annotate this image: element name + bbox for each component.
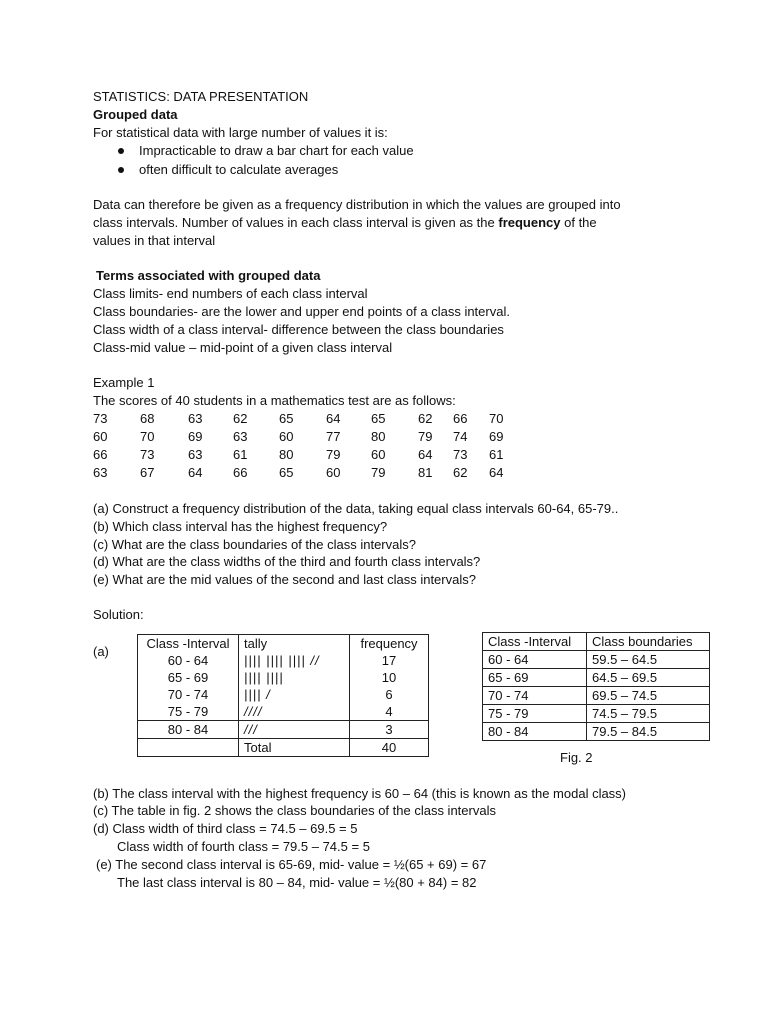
score-value: 63: [188, 411, 203, 426]
score-value: 80: [279, 447, 294, 462]
page-title: STATISTICS: DATA PRESENTATION: [93, 89, 309, 104]
table-row: [483, 669, 710, 687]
interval-cell: 80 - 84: [138, 721, 239, 739]
table-row: [138, 669, 429, 686]
interval-cell: 75 - 79: [138, 703, 239, 721]
example-label: Example 1: [93, 375, 155, 390]
frequency-cell: 3: [350, 721, 429, 739]
score-value: 64: [326, 411, 341, 426]
score-value: 66: [93, 447, 108, 462]
score-value: 74: [453, 429, 468, 444]
score-row: [93, 410, 533, 428]
paragraph-line: values in that interval: [93, 233, 216, 248]
paragraph-line: Data can therefore be given as a frequency distribution in which the values are grouped into: [93, 197, 621, 212]
interval-cell: 70 - 74: [483, 687, 587, 705]
header-cell: Class -Interval: [138, 635, 239, 653]
tally-cell: |||| /: [239, 686, 350, 703]
answer-line: Class width of fourth class = 79.5 – 74.5 = 5: [117, 839, 370, 854]
interval-cell: 80 - 84: [483, 723, 587, 741]
score-value: 62: [453, 465, 468, 480]
part-a-label: (a): [93, 644, 109, 659]
score-value: 65: [371, 411, 386, 426]
table-row: [483, 705, 710, 723]
score-value: 77: [326, 429, 341, 444]
table-row: [483, 687, 710, 705]
figure-caption: Fig. 2: [560, 750, 593, 765]
interval-cell: 75 - 79: [483, 705, 587, 723]
interval-cell: 65 - 69: [138, 669, 239, 686]
score-value: 73: [140, 447, 155, 462]
table-total-row: [138, 739, 429, 757]
term-item: Class width of a class interval- difference between the class boundaries: [93, 322, 504, 337]
score-value: 66: [453, 411, 468, 426]
score-value: 79: [326, 447, 341, 462]
boundary-cell: 79.5 – 84.5: [587, 723, 710, 741]
solution-label: Solution:: [93, 607, 144, 622]
score-value: 70: [489, 411, 504, 426]
score-value: 61: [233, 447, 248, 462]
emphasis-text: frequency: [498, 215, 561, 230]
interval-cell: 70 - 74: [138, 686, 239, 703]
answer-line: (c) The table in fig. 2 shows the class boundaries of the class intervals: [93, 803, 496, 818]
boundary-cell: 69.5 – 74.5: [587, 687, 710, 705]
total-value: 40: [350, 739, 429, 757]
frequency-cell: 4: [350, 703, 429, 721]
score-value: 62: [418, 411, 433, 426]
score-value: 73: [453, 447, 468, 462]
answer-line: The last class interval is 80 – 84, mid- value = ½(80 + 84) = 82: [117, 875, 477, 890]
frequency-cell: 6: [350, 686, 429, 703]
frequency-table: [137, 634, 429, 757]
score-value: 63: [188, 447, 203, 462]
score-value: 79: [371, 465, 386, 480]
interval-cell: 60 - 64: [483, 651, 587, 669]
score-row: [93, 428, 533, 446]
header-cell: tally: [239, 635, 350, 653]
tally-cell: ////: [239, 703, 350, 721]
question: (c) What are the class boundaries of the class intervals?: [93, 537, 416, 552]
term-item: Class boundaries- are the lower and upper end points of a class interval.: [93, 304, 510, 319]
paragraph-text: class intervals. Number of values in each class interval is given as the: [93, 215, 499, 230]
score-value: 62: [233, 411, 248, 426]
question: (b) Which class interval has the highest frequency?: [93, 519, 388, 534]
boundary-cell: 74.5 – 79.5: [587, 705, 710, 723]
example-statement: The scores of 40 students in a mathematics test are as follows:: [93, 393, 456, 408]
table-row: [483, 723, 710, 741]
tally-cell: ///: [239, 721, 350, 739]
tally-cell: |||| |||| |||| //: [239, 652, 350, 669]
score-value: 60: [371, 447, 386, 462]
section-heading: Grouped data: [93, 107, 178, 122]
term-item: Class limits- end numbers of each class interval: [93, 286, 368, 301]
score-value: 60: [326, 465, 341, 480]
boundaries-table: [482, 632, 710, 741]
terms-heading: Terms associated with grouped data: [96, 268, 321, 283]
score-value: 69: [489, 429, 504, 444]
paragraph-text: of the: [560, 215, 597, 230]
score-value: 64: [418, 447, 433, 462]
answer-line: (b) The class interval with the highest frequency is 60 – 64 (this is known as the modal class): [93, 786, 627, 801]
score-value: 80: [371, 429, 386, 444]
score-value: 63: [233, 429, 248, 444]
question: (a) Construct a frequency distribution of the data, taking equal class intervals 60-64, 65-79..: [93, 501, 619, 516]
header-cell: frequency: [350, 635, 429, 653]
score-value: 65: [279, 411, 294, 426]
tally-cell: |||| ||||: [239, 669, 350, 686]
table-row: [138, 721, 429, 739]
term-item: Class-mid value – mid-point of a given class interval: [93, 340, 393, 355]
table-row: [483, 651, 710, 669]
boundary-cell: 64.5 – 69.5: [587, 669, 710, 687]
answer-line: (e) The second class interval is 65-69, mid- value = ½(65 + 69) = 67: [96, 857, 487, 872]
bullet-item: often difficult to calculate averages: [139, 162, 339, 177]
score-value: 60: [93, 429, 108, 444]
header-cell: Class boundaries: [587, 633, 710, 651]
table-header-row: [483, 633, 710, 651]
score-value: 61: [489, 447, 504, 462]
table-row: [138, 703, 429, 721]
score-value: 66: [233, 465, 248, 480]
score-value: 65: [279, 465, 294, 480]
interval-cell: 65 - 69: [483, 669, 587, 687]
table-row: [138, 652, 429, 669]
header-cell: Class -Interval: [483, 633, 587, 651]
boundary-cell: 59.5 – 64.5: [587, 651, 710, 669]
intro-lead: For statistical data with large number of values it is:: [93, 125, 388, 140]
interval-cell: 60 - 64: [138, 652, 239, 669]
score-value: 68: [140, 411, 155, 426]
score-value: 69: [188, 429, 203, 444]
score-row: [93, 446, 533, 464]
score-value: 64: [489, 465, 504, 480]
score-value: 81: [418, 465, 433, 480]
table-header-row: [138, 635, 429, 653]
table-row: [138, 686, 429, 703]
score-value: 67: [140, 465, 155, 480]
score-row: [93, 464, 533, 482]
bullet-icon: [118, 161, 126, 179]
score-value: 64: [188, 465, 203, 480]
score-value: 60: [279, 429, 294, 444]
question: (d) What are the class widths of the third and fourth class intervals?: [93, 554, 481, 569]
score-value: 73: [93, 411, 108, 426]
empty-cell: [138, 739, 239, 757]
score-value: 79: [418, 429, 433, 444]
bullet-icon: [118, 142, 126, 160]
total-label: Total: [239, 739, 350, 757]
score-value: 70: [140, 429, 155, 444]
answer-line: (d) Class width of third class = 74.5 – 69.5 = 5: [93, 821, 358, 836]
bullet-item: Impracticable to draw a bar chart for each value: [139, 143, 414, 158]
paragraph-line: [93, 214, 597, 232]
frequency-cell: 17: [350, 652, 429, 669]
score-value: 63: [93, 465, 108, 480]
frequency-cell: 10: [350, 669, 429, 686]
question: (e) What are the mid values of the second and last class intervals?: [93, 572, 476, 587]
